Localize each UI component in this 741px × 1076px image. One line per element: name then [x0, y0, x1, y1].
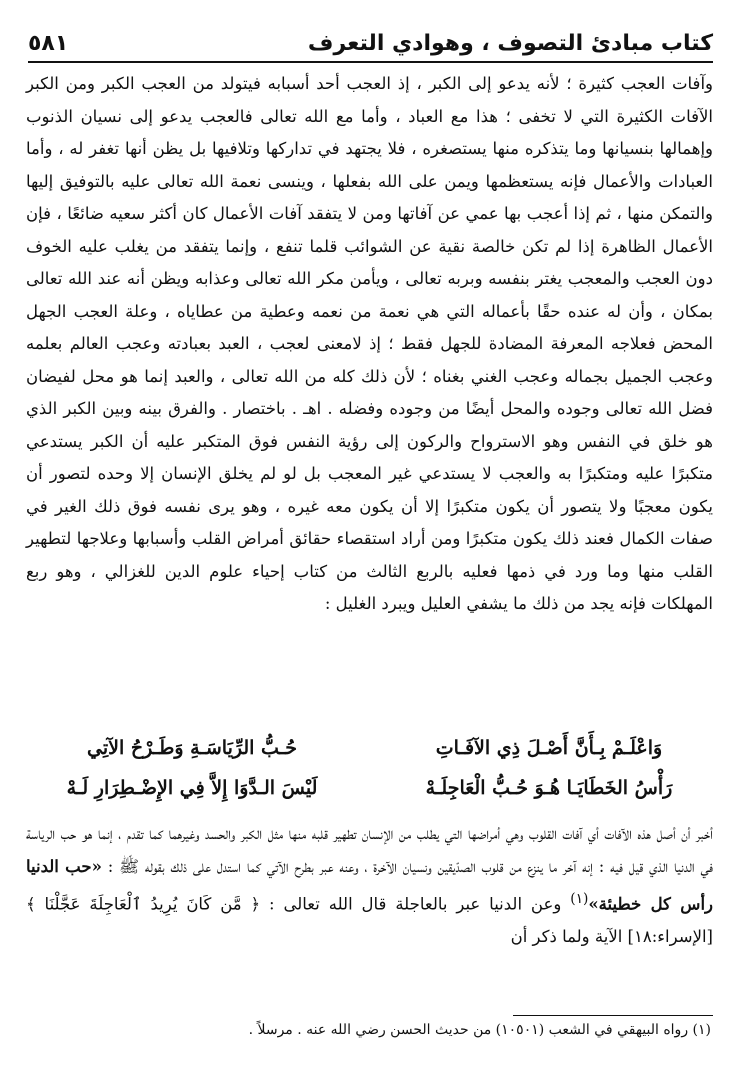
verse-line	[40, 768, 701, 808]
verse-first-hemistich: وَاعْلَـمْ بِـأَنَّ أَصْـلَ ذِي الآفَـاتِ	[435, 737, 663, 759]
verse-first-hemistich: رَأْسُ الخَطَايَـا هُـوَ حُـبُّ الْعَاجِلَـهْ	[425, 777, 673, 799]
commentary-text-part: أخبر أن أصل هذه الآفات أي آفات القلوب وهي أمراضها التي يطلب من الإنسان تطهير قلبه منها مثل الكبر والحسد وغيرهما كما تقدم ، إنما هو حب الرياسة في الدنيا الذي قيل فيه : إنه آخر ما ينزع من قلوب الصدّيقين ونسيان الآخرة ، وعنه عبر بطرح الآتي كما استدل على ذلك بقوله ﷺ :	[26, 824, 713, 876]
commentary-text	[26, 818, 713, 954]
footnote-rule	[513, 1015, 713, 1016]
running-header	[28, 26, 713, 60]
main-text	[26, 68, 713, 621]
page-number: ٥٨١	[28, 30, 69, 56]
commentary-text-part: وعن الدنيا عبر بالعاجلة قال الله تعالى : ﴿ مَّن كَانَ يُرِيدُ ٱلْعَاجِلَةَ عَجَّلْنَا ﴾ [الإسراء:١٨] الآية ولما ذكر أن	[26, 894, 713, 946]
verse-second-hemistich: لَيْسَ الـدَّوَا إِلاَّ فِي الإِضْـطِرَارِ لَـهْ	[66, 777, 318, 799]
paragraph	[26, 818, 713, 954]
paragraph: وآفات العجب كثيرة ؛ لأنه يدعو إلى الكبر ، إذ العجب أحد أسبابه فيتولد من العجب الكبر ومن الكبر الآفات الكثيرة التي لا تخفى ؛ هذا مع العباد ، وأما مع الله تعالى فالعجب يدعو إلى نسيان الذنوب وإهمالها بنسيانها وما يتذكره منها يستصغره ، فلا يجتهد في تداركها وتلافيها بل يظن أنها تغفر له ، وأما العبادات والأعمال فإنه يستعظمها ويمن على الله بفعلها ، وينسى نعمة الله تعالى عليه بالتوفيق إليها والتمكن منها ، ثم إذا أعجب بها عمي عن آفاتها ومن لا يتفقد آفات الأعمال كان أكثر سعيه ضائعًا ، فإن الأعمال الظاهرة إذا لم تكن خالصة نقية عن الشوائب قلما تنفع ، وإنما يتفقد من يغلب عليه الخوف دون العجب والمعجب يغتر بنفسه وبربه تعالى ، ويأمن مكر الله تعالى وعذابه ويظن أنه عند الله تعالى بمكان ، وأن له عنده حقًا بأعماله التي هي نعمة من نعمه وعطية من عطاياه ، وعلة العجب الجهل المحض فعلاجه المعرفة المضادة للجهل فقط ؛ إذ لامعنى لعجب ، العبد بعبادته وعجب العالم بعلمه وعجب الجميل بجماله وعجب الغني بغناه ؛ لأن ذلك كله من الله تعالى ، والعبد إنما هو محل لفيضان فضل الله تعالى وجوده والمحل أيضًا من وجوده وفضله . اهـ . باختصار . والفرق بينه وبين الكبر الذي هو خلق في النفس وهو الاسترواح والركون إلى رؤية النفس فوق المتكبر عليه أن الكبر يستدعي متكبرًا عليه ومتكبرًا به والعجب لا يستدعي غير المعجب بل لو لم يخلق الإنسان إلا وحده لتصور أن يكون معجبًا ولا يتصور أن يكون متكبرًا إلا أن يكون معه غيره ، وهو يرى نفسه فوق ذلك الغير في صفات الكمال فعند ذلك يكون متكبرًا ومن أراد استقصاء حقائق أمراض القلب وأسبابها وعلاجها لتطهير القلب منها وما ورد في ذمها فعليه بالربع الثالث من كتاب إحياء علوم الدين للغزالي ، وهو ربع المهلكات فإنه يجد من ذلك ما يشفي العليل ويبرد الغليل :	[26, 74, 713, 613]
footnote-marker: (١)	[570, 891, 589, 907]
poem-verses	[40, 728, 701, 808]
verse-line	[40, 728, 701, 768]
verse-second-hemistich: حُـبُّ الرِّيَاسَـةِ وَطَـرْحُ الآتِي	[87, 737, 297, 759]
hadith-quote: «حب الدنيا رأس كل خطيئة»	[26, 856, 713, 914]
footnote: (١) رواه البيهقي في الشعب (١٠٥٠١) من حديث الحسن رضي الله عنه . مرسلاً .	[248, 1022, 711, 1038]
header-rule	[28, 61, 713, 63]
book-title: كتاب مبادئ التصوف ، وهوادي التعرف	[307, 30, 713, 56]
